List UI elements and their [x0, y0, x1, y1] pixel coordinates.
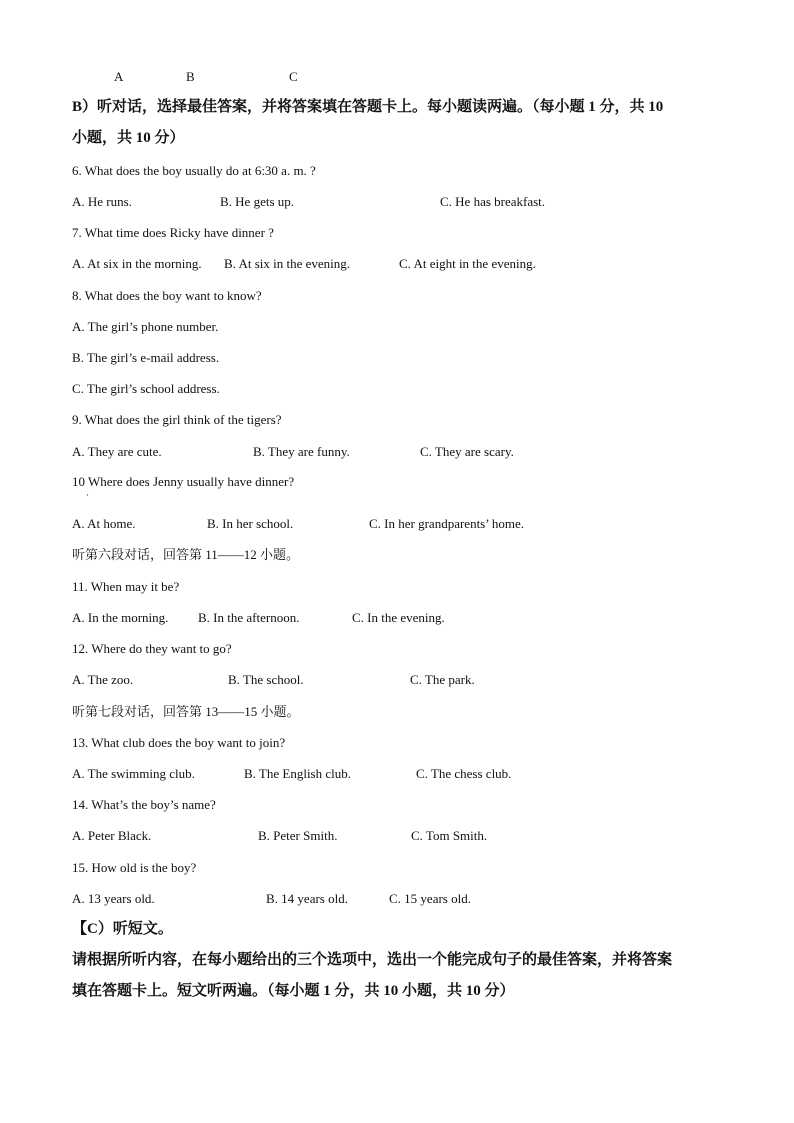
q9-option-a: A. They are cute. [72, 444, 162, 459]
q12-option-a: A. The zoo. [72, 672, 134, 687]
question-13: 13. What club does the boy want to join? [72, 735, 286, 750]
q13-option-a: A. The swimming club. [72, 766, 195, 781]
section-c-instruction-line2: 填在答题卡上。短文听两遍。（每小题 1 分，共 10 小题，共 10 分） [72, 983, 515, 999]
q9-option-b: B. They are funny. [253, 444, 350, 459]
q7-option-c: C. At eight in the evening. [399, 256, 536, 271]
part7-instruction: 听第七段对话，回答第 13——15 小题。 [72, 704, 300, 719]
q6-option-b: B. He gets up. [220, 194, 295, 209]
q8-option-c: C. The girl’s school address. [72, 381, 220, 396]
q12-option-c: C. The park. [410, 672, 475, 687]
question-7: 7. What time does Ricky have dinner ? [72, 225, 274, 240]
option-letter-b: B [186, 69, 195, 84]
question-14: 14. What’s the boy’s name? [72, 797, 216, 812]
q6-option-c: C. He has breakfast. [440, 194, 546, 209]
q15-option-a: A. 13 years old. [72, 891, 155, 906]
q11-option-a: A. In the morning. [72, 610, 169, 625]
q15-option-b: B. 14 years old. [266, 891, 348, 906]
q10-option-a: A. At home. [72, 516, 136, 531]
stray-dot-mark: · [86, 490, 89, 500]
q9-option-c: C. They are scary. [420, 444, 514, 459]
q8-option-a: A. The girl’s phone number. [72, 319, 219, 334]
q7-option-a: A. At six in the morning. [72, 256, 202, 271]
q11-option-b: B. In the afternoon. [198, 610, 300, 625]
part6-instruction: 听第六段对话，回答第 11——12 小题。 [72, 547, 300, 562]
question-10: 10 Where does Jenny usually have dinner? [72, 474, 295, 489]
q6-option-a: A. He runs. [72, 194, 132, 209]
section-b-heading-line2: 小题，共 10 分） [72, 130, 185, 146]
q10-option-b: B. In her school. [207, 516, 294, 531]
q11-option-c: C. In the evening. [352, 610, 445, 625]
q12-option-b: B. The school. [228, 672, 304, 687]
q13-option-c: C. The chess club. [416, 766, 512, 781]
section-c-title: 【C）听短文。 [72, 921, 173, 937]
question-11: 11. When may it be? [72, 579, 180, 594]
option-letter-a: A [114, 69, 124, 84]
q14-option-c: C. Tom Smith. [411, 828, 488, 843]
q7-option-b: B. At six in the evening. [224, 256, 351, 271]
q14-option-a: A. Peter Black. [72, 828, 152, 843]
q8-option-b: B. The girl’s e-mail address. [72, 350, 220, 365]
question-9: 9. What does the girl think of the tigers? [72, 412, 282, 427]
q10-option-c: C. In her grandparents’ home. [369, 516, 524, 531]
option-letter-c: C [289, 69, 298, 84]
question-8: 8. What does the boy want to know? [72, 288, 262, 303]
q14-option-b: B. Peter Smith. [258, 828, 338, 843]
section-c-instruction-line1: 请根据所听内容，在每小题给出的三个选项中，选出一个能完成句子的最佳答案，并将答案 [72, 952, 673, 968]
question-12: 12. Where do they want to go? [72, 641, 232, 656]
q13-option-b: B. The English club. [244, 766, 352, 781]
q15-option-c: C. 15 years old. [389, 891, 471, 906]
question-6: 6. What does the boy usually do at 6:30 a. m. ? [72, 163, 316, 178]
question-15: 15. How old is the boy? [72, 860, 197, 875]
section-b-heading-line1: B）听对话，选择最佳答案，并将答案填在答题卡上。每小题读两遍。（每小题 1 分，共 10 [72, 99, 664, 115]
